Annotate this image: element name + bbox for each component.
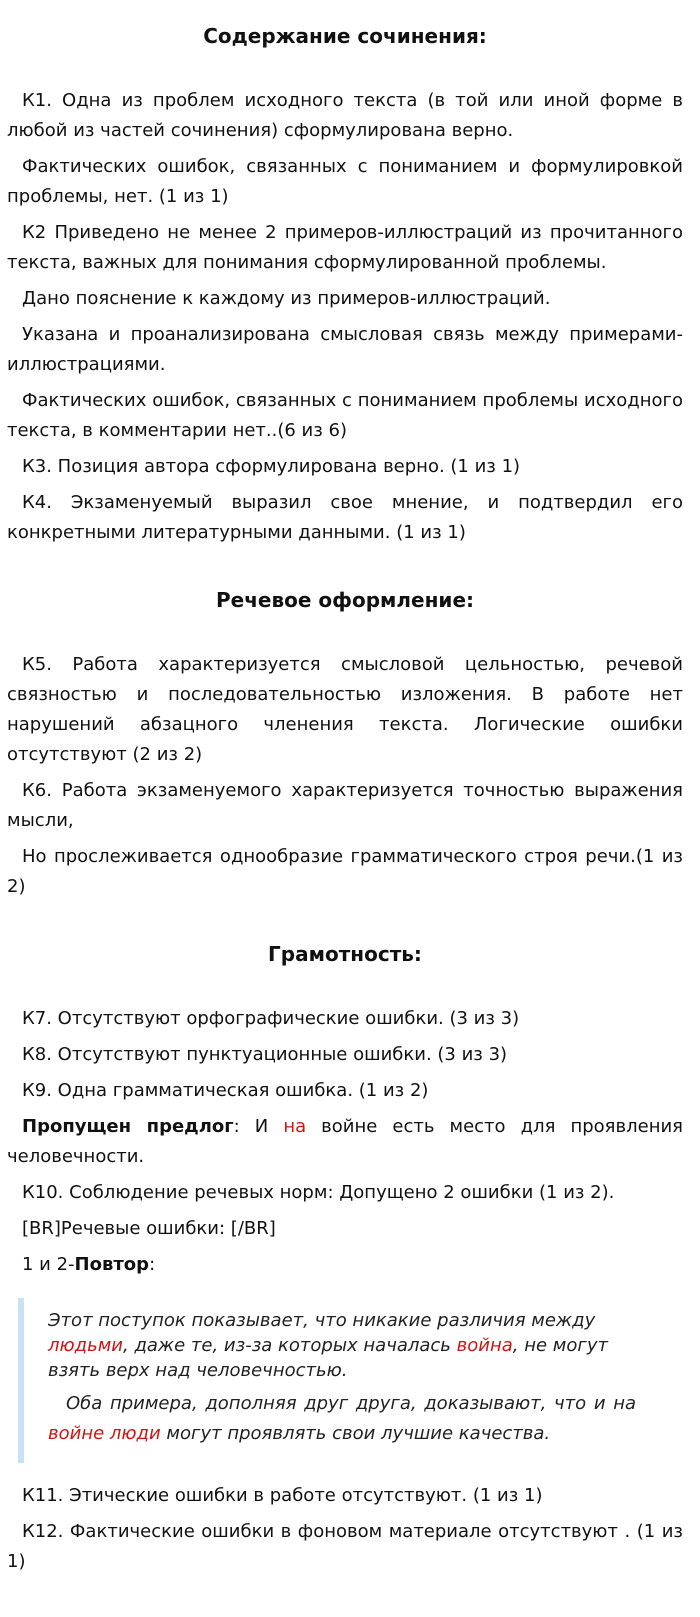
criterion-k10: К10. Соблюдение речевых норм: Допущено 2 ошибки (1 из 2). xyxy=(22,1182,615,1203)
criterion-k1-note: Фактических ошибок, связанных с пониманием и формулировкой проблемы, нет. (1 из 1) xyxy=(7,156,683,207)
quote1-text-b: , даже те, из-за которых началась xyxy=(123,1335,457,1356)
content-heading: Содержание сочинения: xyxy=(203,24,487,48)
quote2-text-b: могут проявлять свои лучшие качества. xyxy=(160,1423,551,1444)
criterion-k2: К2 Приведено не менее 2 примеров-иллюстраций из прочитанного текста, важных для понимания сформулированной проблемы. xyxy=(7,222,683,273)
quote1-text-a: Этот поступок показывает, что никакие различия между xyxy=(48,1310,596,1331)
speech-errors-label: [BR]Речевые ошибки: [/BR] xyxy=(22,1218,276,1239)
criterion-k5: К5. Работа характеризуется смысловой цельностью, речевой связностью и последовательностью изложения. В работе нет нарушений абзацного членения текста. Логические ошибки отсутствуют (2 из 2) xyxy=(7,654,683,765)
literacy-heading: Грамотность: xyxy=(268,942,422,966)
repeat-colon: : xyxy=(149,1254,156,1275)
criterion-k2-note-3: Фактических ошибок, связанных с пониманием проблемы исходного текста, в комментарии нет..(6 из 6) xyxy=(7,390,683,441)
quote1-highlight-1: людьми xyxy=(48,1335,123,1356)
criterion-k3: К3. Позиция автора сформулирована верно. (1 из 1) xyxy=(22,456,521,477)
criterion-k12: К12. Фактические ошибки в фоновом материале отсутствуют . (1 из 1) xyxy=(7,1521,683,1572)
criterion-k2-note-1: Дано пояснение к каждому из примеров-иллюстраций. xyxy=(22,288,551,309)
grammar-error-text-after: войне есть место для проявления человечности. xyxy=(7,1116,683,1167)
repeat-prefix: 1 и 2- xyxy=(22,1254,75,1275)
grammar-error-text-before: : И xyxy=(233,1116,284,1137)
quote-sentence-2 xyxy=(48,1389,636,1449)
criterion-k7: К7. Отсутствуют орфографические ошибки. (3 из 3) xyxy=(22,1008,520,1029)
repeat-label: Повтор xyxy=(74,1254,150,1275)
criterion-k1: К1. Одна из проблем исходного текста (в той или иной форме в любой из частей сочинения) сформулирована верно. xyxy=(7,90,683,141)
quote2-highlight: войне люди xyxy=(48,1423,161,1444)
speech-heading: Речевое оформление: xyxy=(215,588,475,612)
quote-sentence-1 xyxy=(48,1308,628,1383)
repeat-error xyxy=(7,1250,683,1280)
criterion-k6: К6. Работа экзаменуемого характеризуется точностью выражения мысли, xyxy=(7,780,683,831)
criterion-k6-note: Но прослеживается однообразие грамматического строя речи.(1 из 2) xyxy=(7,846,683,897)
quote2-text-a: Оба примера, дополняя друг друга, доказывают, что и на xyxy=(66,1393,636,1414)
criterion-k4: К4. Экзаменуемый выразил свое мнение, и подтвердил его конкретными литературными данными. (1 из 1) xyxy=(7,492,683,543)
quote1-text-c: , не могут взять верх над человечностью. xyxy=(48,1335,608,1381)
criterion-k2-note-2: Указана и проанализирована смысловая связь между примерами-иллюстрациями. xyxy=(7,324,683,375)
quote-block xyxy=(18,1298,683,1463)
grammar-error-label: Пропущен предлог xyxy=(22,1116,234,1137)
criterion-k8: К8. Отсутствуют пунктуационные ошибки. (3 из 3) xyxy=(22,1044,508,1065)
grammar-error xyxy=(7,1112,683,1172)
criterion-k9: К9. Одна грамматическая ошибка. (1 из 2) xyxy=(22,1080,429,1101)
criterion-k11: К11. Этические ошибки в работе отсутствуют. (1 из 1) xyxy=(22,1485,543,1506)
quote1-highlight-2: война xyxy=(456,1335,513,1356)
grammar-error-highlight: на xyxy=(283,1116,307,1137)
